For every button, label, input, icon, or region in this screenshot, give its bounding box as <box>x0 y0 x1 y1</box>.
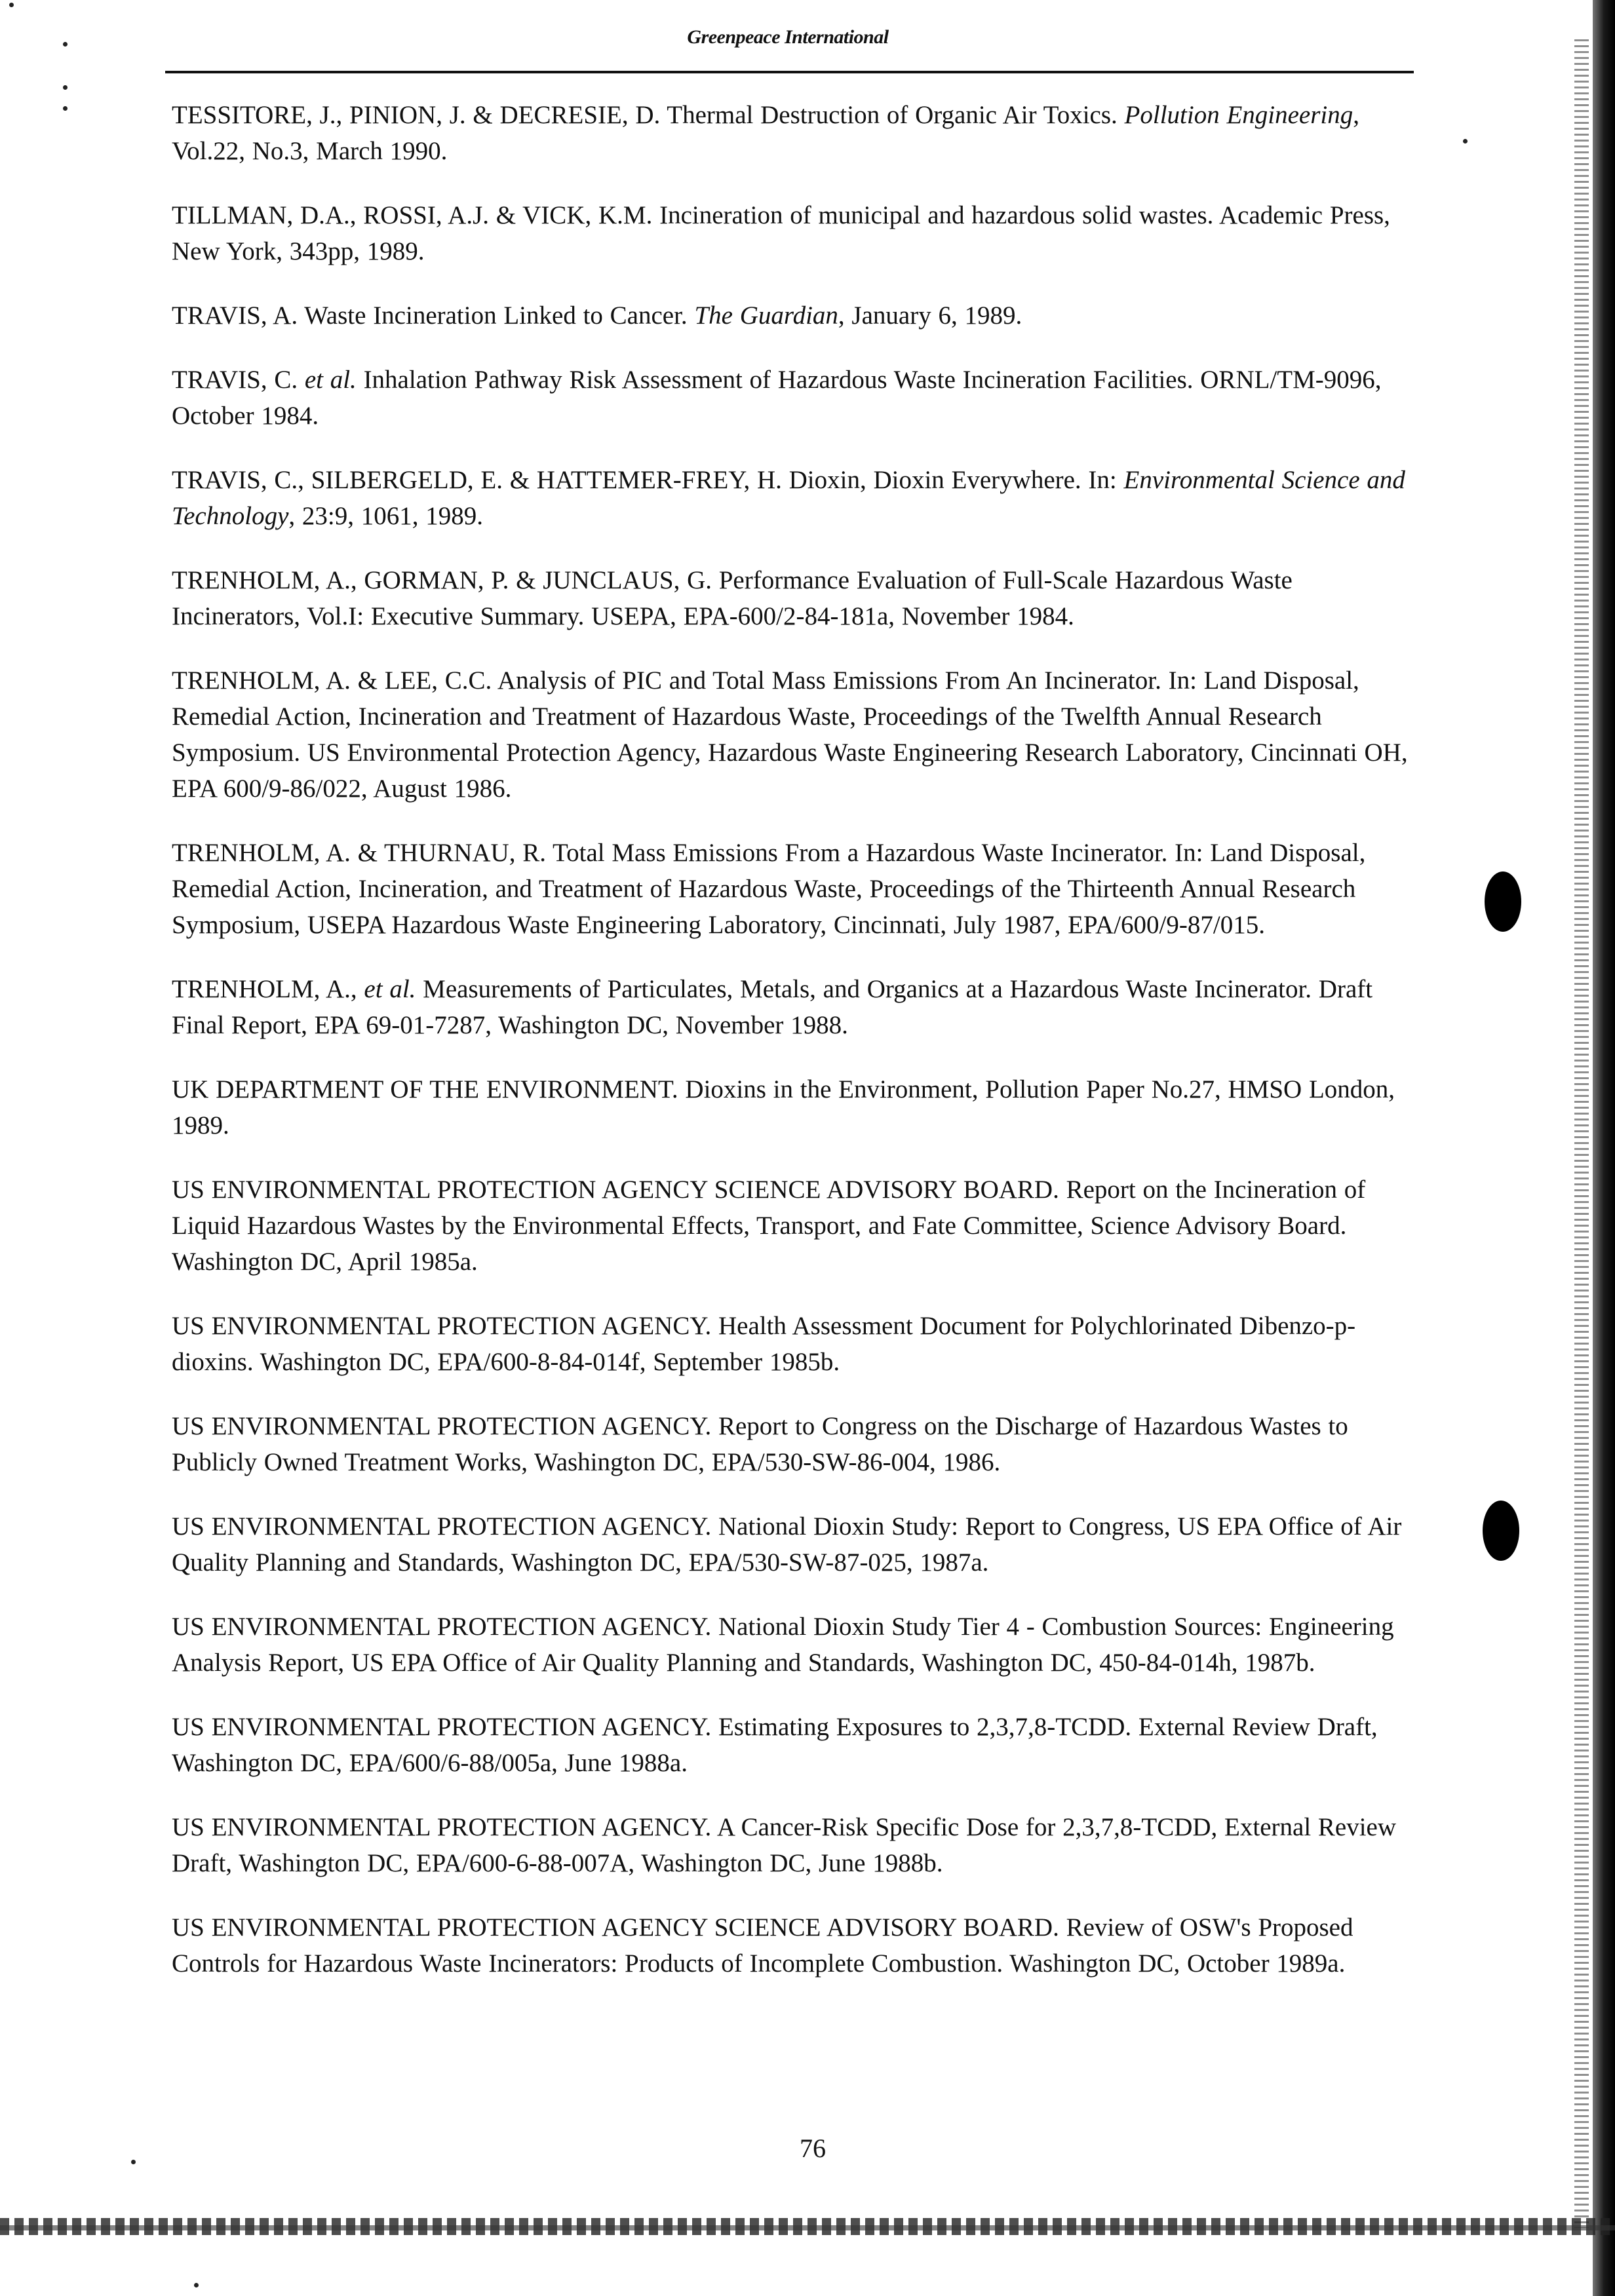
reference-entry <box>172 1809 1427 1881</box>
scan-edge-shadow <box>1593 0 1615 2296</box>
scan-bottom-rule <box>0 2225 1615 2230</box>
scan-speck <box>131 2160 136 2164</box>
punch-hole <box>1485 871 1521 932</box>
scan-speck <box>194 2283 199 2287</box>
reference-text: , 23:9, 1061, 1989. <box>288 502 483 530</box>
reference-italic-text: Pollution Engineering <box>1124 101 1353 129</box>
reference-text: TILLMAN, D.A., ROSSI, A.J. & VICK, K.M. Incineration of municipal and hazardous solid wastes. Academic Press, New York, 343pp, 1989. <box>172 201 1390 265</box>
scan-speck <box>1463 139 1468 144</box>
reference-text: US ENVIRONMENTAL PROTECTION AGENCY. Health Assessment Document for Polychlorinated Dibenzo-p-dioxins. Washington DC, EPA/600-8-84-014f, September 1985b. <box>172 1312 1356 1376</box>
scan-speck <box>63 106 68 111</box>
reference-text: US ENVIRONMENTAL PROTECTION AGENCY SCIENCE ADVISORY BOARD. Review of OSW's Proposed Controls for Hazardous Waste Incinerators: Products of Incomplete Combustion. Washington DC, October 1989a. <box>172 1913 1353 1978</box>
page-number: 76 <box>800 2133 826 2163</box>
reference-italic-text: et al. <box>364 975 416 1003</box>
reference-text: TRAVIS, C. <box>172 366 305 394</box>
scan-speck <box>63 85 68 90</box>
reference-text: Measurements of Particulates, Metals, and Organics at a Hazardous Waste Incinerator. Draft Final Report, EPA 69-01-7287, Washington DC, November 1988. <box>172 975 1373 1039</box>
reference-entry <box>172 97 1427 169</box>
reference-italic-text: The Guardian <box>694 301 838 330</box>
reference-text: US ENVIRONMENTAL PROTECTION AGENCY. National Dioxin Study Tier 4 - Combustion Sources: Engineering Analysis Report, US EPA Office of Air Quality Planning and Standards, Washington DC, 450-84-014h, 1987b. <box>172 1613 1394 1677</box>
reference-entry <box>172 1909 1427 1981</box>
reference-text: TRENHOLM, A. & THURNAU, R. Total Mass Emissions From a Hazardous Waste Incinerator. In: Land Disposal, Remedial Action, Incineration, and Treatment of Hazardous Waste, Proceedings of the Thirteenth Annual Research Symposium, USEPA Hazardous Waste Engineering Laboratory, Cincinnati, July 1987, EPA/600/9-87/015. <box>172 839 1366 939</box>
reference-text: TESSITORE, J., PINION, J. & DECRESIE, D. Thermal Destruction of Organic Air Toxics. <box>172 101 1125 129</box>
reference-entry <box>172 1071 1427 1143</box>
reference-entry <box>172 1709 1427 1781</box>
reference-italic-text: Environmental Science and Technology <box>172 466 1405 530</box>
punch-hole <box>1483 1501 1519 1561</box>
reference-text: , Vol.22, No.3, March 1990. <box>172 101 1359 165</box>
reference-text: US ENVIRONMENTAL PROTECTION AGENCY. National Dioxin Study: Report to Congress, US EPA Office of Air Quality Planning and Standards, Washington DC, EPA/530-SW-87-025, 1987a. <box>172 1512 1402 1577</box>
running-header <box>165 26 1411 48</box>
reference-list <box>172 97 1427 2010</box>
reference-italic-text: et al. <box>304 366 357 394</box>
reference-entry <box>172 1308 1427 1380</box>
reference-entry <box>172 362 1427 434</box>
reference-text: US ENVIRONMENTAL PROTECTION AGENCY. Report to Congress on the Discharge of Hazardous Wastes to Publicly Owned Treatment Works, Washington DC, EPA/530-SW-86-004, 1986. <box>172 1412 1348 1476</box>
reference-entry <box>172 197 1427 269</box>
header-title: Greenpeace International <box>687 26 889 48</box>
reference-entry <box>172 562 1427 634</box>
reference-entry <box>172 662 1427 807</box>
reference-text: TRENHOLM, A., GORMAN, P. & JUNCLAUS, G. Performance Evaluation of Full-Scale Hazardous Waste Incinerators, Vol.I: Executive Summary. USEPA, EPA-600/2-84-181a, November 1984. <box>172 566 1293 630</box>
reference-entry <box>172 1172 1427 1280</box>
reference-entry <box>172 1408 1427 1480</box>
reference-text: US ENVIRONMENTAL PROTECTION AGENCY. A Cancer-Risk Specific Dose for 2,3,7,8-TCDD, External Review Draft, Washington DC, EPA/600-6-88-007A, Washington DC, June 1988b. <box>172 1813 1397 1877</box>
reference-text: TRAVIS, A. Waste Incineration Linked to Cancer. <box>172 301 695 330</box>
reference-entry <box>172 835 1427 943</box>
reference-text: UK DEPARTMENT OF THE ENVIRONMENT. Dioxins in the Environment, Pollution Paper No.27, HMSO London, 1989. <box>172 1075 1395 1139</box>
scan-speck <box>63 42 68 47</box>
reference-text: TRAVIS, C., SILBERGELD, E. & HATTEMER-FREY, H. Dioxin, Dioxin Everywhere. In: <box>172 466 1124 494</box>
reference-text: , January 6, 1989. <box>838 301 1022 330</box>
reference-text: US ENVIRONMENTAL PROTECTION AGENCY. Estimating Exposures to 2,3,7,8-TCDD. External Review Draft, Washington DC, EPA/600/6-88/005a, June 1988a. <box>172 1713 1378 1777</box>
reference-entry <box>172 971 1427 1043</box>
reference-entry <box>172 1508 1427 1580</box>
reference-text: Inhalation Pathway Risk Assessment of Hazardous Waste Incineration Facilities. ORNL/TM-9096, October 1984. <box>172 366 1382 430</box>
reference-entry <box>172 462 1427 534</box>
header-rule <box>165 71 1414 73</box>
reference-entry <box>172 1609 1427 1681</box>
reference-text: TRENHOLM, A. & LEE, C.C. Analysis of PIC and Total Mass Emissions From An Incinerator. In: Land Disposal, Remedial Action, Incineration and Treatment of Hazardous Waste, Proceedings of the Twelfth Annual Research Symposium. US Environmental Protection Agency, Hazardous Waste Engineering Research Laboratory, Cincinnati OH, EPA 600/9-86/022, August 1986. <box>172 666 1408 803</box>
scan-speck <box>9 3 14 7</box>
scan-edge-noise <box>1574 39 1589 2228</box>
reference-entry <box>172 297 1427 334</box>
reference-text: TRENHOLM, A., <box>172 975 364 1003</box>
reference-text: US ENVIRONMENTAL PROTECTION AGENCY SCIENCE ADVISORY BOARD. Report on the Incineration of Liquid Hazardous Wastes by the Environmental Effects, Transport, and Fate Committee, Science Advisory Board. Washington DC, April 1985a. <box>172 1176 1366 1276</box>
